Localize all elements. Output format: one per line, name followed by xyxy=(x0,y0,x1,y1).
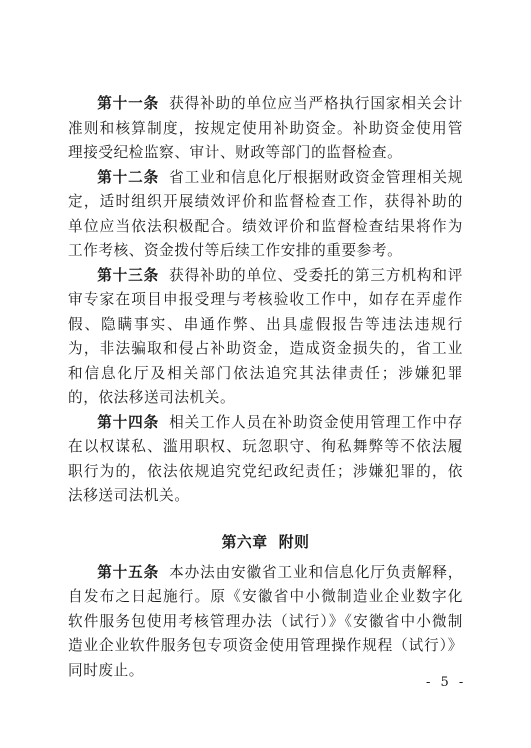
article-heading: 第十五条 xyxy=(97,563,160,581)
article-13 xyxy=(68,264,463,411)
article-text: 本办法由安徽省工业和信息化厅负责解释，自发布之日起施行。原《安徽省中小微制造业企业数字化软件服务包使用考核管理办法（试行）》《安徽省中小微制造业企业软件服务包专项资金使用管理操作规程（试行）》同时废止。 xyxy=(68,563,463,679)
article-heading: 第十一条 xyxy=(97,95,160,112)
article-text: 省工业和信息化厅根据财政资金管理相关规定，适时组织开展绩效评价和监督检查工作，获得补助的单位应当依法积极配合。绩效评价和监督检查结果将作为工作考核、资金拨付等后续工作安排的重要参考。 xyxy=(68,168,463,259)
article-heading: 第十四条 xyxy=(97,413,160,431)
page-number: - 5 - xyxy=(426,675,467,690)
chapter-heading: 第六章 附则 xyxy=(221,533,310,551)
article-text: 相关工作人员在补助资金使用管理工作中存在以权谋私、滥用职权、玩忽职守、徇私舞弊等不依法履职行为的，依法依规追究党纪政纪责任；涉嫌犯罪的，依法移送司法机关。 xyxy=(68,413,463,504)
article-14 xyxy=(68,411,463,509)
article-12 xyxy=(68,166,463,264)
article-heading: 第十三条 xyxy=(97,266,160,284)
article-text: 获得补助的单位应当严格执行国家相关会计准则和核算制度，按规定使用补助资金。补助资金使用管理接受纪检监察、审计、财政等部门的监督检查。 xyxy=(68,95,463,161)
document-body xyxy=(68,92,463,683)
article-15 xyxy=(68,561,463,684)
article-11 xyxy=(68,92,463,166)
article-heading: 第十二条 xyxy=(97,168,160,186)
article-text: 获得补助的单位、受委托的第三方机构和评审专家在项目申报受理与考核验收工作中，如存在弄虚作假、隐瞒事实、串通作弊、出具虚假报告等违法违规行为，非法骗取和侵占补助资金，造成资金损失的，省工业和信息化厅及相关部门依法追究其法律责任；涉嫌犯罪的，依法移送司法机关。 xyxy=(68,266,463,406)
